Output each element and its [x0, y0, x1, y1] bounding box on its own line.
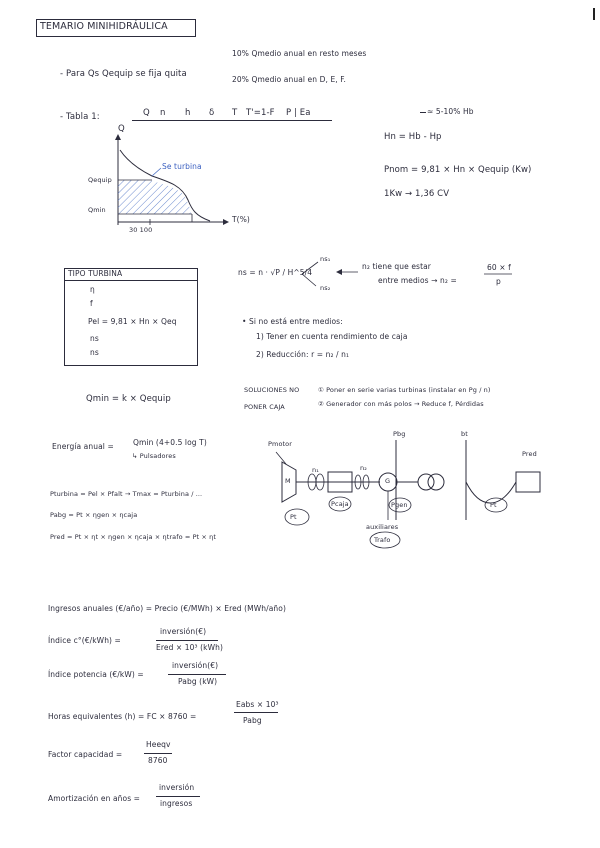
table1-col-7: P | Ea [286, 108, 311, 118]
econ-eq-hours-den: Pabg [243, 716, 262, 725]
power-turbine-eq: Pturbina = Pel × Pfalt → Tmax = Pturbina / ... [50, 490, 203, 498]
econ-power-index-bar [168, 674, 226, 675]
econ-power-index-den: Pabg (kW) [178, 677, 218, 686]
intro-option-1: 10% Qmedio anual en resto meses [232, 49, 367, 58]
table1-col-3: h [185, 108, 191, 118]
econ-eq-hours-num: Eabs × 10³ [236, 700, 279, 709]
ns-branch-bottom: ns₂ [320, 284, 331, 292]
graph-qmin-label: Qmin [88, 206, 106, 214]
table1-col-4: δ [209, 108, 215, 118]
n2-fraction-numerator: 60 × f [487, 263, 511, 272]
econ-income [48, 604, 286, 613]
turbine-box-row-2: f [90, 299, 93, 308]
page-title: TEMARIO MINIHIDRÁULICA [40, 21, 168, 32]
diagram-auxiliary: auxiliares [366, 523, 399, 531]
econ-payback-lhs: Amortización en años = [48, 794, 141, 803]
turbine-box-row-1: η [90, 285, 95, 294]
econ-capacity-den: 8760 [148, 756, 168, 765]
not-between-title: • Si no está entre medios: [242, 317, 343, 326]
hn-equation: Hn = Hb - Hp [384, 132, 442, 142]
econ-payback-bar [156, 796, 200, 797]
turbine-box-row-3: Pel = 9,81 × Hn × Qeq [88, 317, 177, 326]
diagram-m-symbol: M [285, 477, 291, 485]
diagram-pt: Pt [290, 513, 297, 521]
turbine-box-row-4: ns [90, 334, 99, 343]
econ-capacity-bar [144, 753, 172, 754]
energy-label: Energía anual = [52, 442, 114, 451]
diagram-bt: bt [461, 430, 468, 438]
diagram-pmotor: Pmotor [268, 440, 293, 448]
power-gen-eq: Pabg = Pt × ηgen × ηcaja [50, 511, 138, 519]
graph-t-axis: T(%) [232, 215, 250, 224]
ns-branch-top: ns₁ [320, 255, 331, 263]
turbine-box-row-5: ns [90, 348, 99, 357]
hn-note: ≈ 5-10% Hb [427, 107, 474, 116]
econ-cost-index-bar [156, 640, 218, 641]
econ-payback-den: ingresos [160, 799, 193, 808]
econ-income-rhs: Precio (€/MWh) × Ered (MWh/año) [154, 604, 286, 613]
energy-sub: ↳ Pulsadores [132, 452, 176, 460]
econ-payback-num: inversión [159, 783, 195, 792]
solution-2: ② Generador con más polos → Reduce f, Pérdidas [318, 400, 484, 408]
diagram-n2: n₂ [360, 464, 367, 472]
graph-turbine-label: Se turbina [162, 162, 202, 171]
energy-equation: Qmin (4+0.5 log T) [133, 438, 207, 447]
diagram-pgen: Pgen [391, 501, 408, 509]
not-between-item-1: 1) Tener en cuenta rendimiento de caja [256, 332, 408, 341]
econ-power-index-lhs: Índice potencia (€/kW) = [48, 670, 144, 679]
econ-cost-index-lhs: Índice c°(€/kWh) = [48, 636, 121, 645]
econ-cost-index-num: inversión(€) [160, 627, 207, 636]
power-net-eq: Pred = Pt × ηt × ηgen × ηcaja × ηtrafo = Pt × ηt [50, 533, 217, 541]
table1-col-1: Q [143, 108, 150, 118]
diagram-trafo: Trafo [374, 536, 391, 544]
intro-option-2: 20% Qmedio anual en D, E, F. [232, 75, 346, 84]
not-between-item-2: 2) Reducción: r = n₂ / n₁ [256, 350, 350, 359]
diagram-pt-label: Pt [490, 501, 497, 509]
hp-equation: 1Kw → 1,36 CV [384, 189, 450, 199]
turbine-box-header: TIPO TURBINA [68, 269, 123, 278]
econ-cost-index-den: Ered × 10³ (kWh) [156, 643, 223, 652]
diagram-n1: n₁ [312, 466, 319, 474]
n2-note-line-2: entre medios → n₂ = [378, 276, 457, 285]
table1-col-6: T'=1-F [246, 108, 275, 118]
diagram-g-symbol: G [385, 477, 391, 485]
n2-fraction-denominator: p [496, 277, 501, 286]
econ-capacity-num: Heeqv [146, 740, 171, 749]
graph-tick-label: 30 100 [129, 226, 153, 234]
solution-1: ① Poner en serie varias turbinas (instalar en Pg / n) [318, 386, 491, 394]
table1-col-5: T [232, 108, 238, 118]
power-equation: Pnom = 9,81 × Hn × Qequip (Kw) [384, 165, 532, 175]
diagram-pbg: Pbg [393, 430, 406, 438]
econ-capacity-lhs: Factor capacidad = [48, 750, 123, 759]
power-caja-label: PONER CAJA [244, 403, 285, 411]
econ-income-lhs: Ingresos anuales (€/año) = [48, 604, 153, 613]
table1-col-2: n [160, 108, 166, 118]
intro-prefix: - Para Qs Qequip se fija quita [60, 69, 187, 79]
diagram-pcaja: Pcaja [331, 500, 349, 508]
n2-note-line-1: n₂ tiene que estar [362, 262, 431, 271]
graph-q-axis: Q [118, 124, 125, 134]
econ-eq-hours-lhs: Horas equivalentes (h) = FC × 8760 = [48, 712, 197, 721]
specific-speed-eq: ns = n · √P / H^5/4 [238, 268, 313, 277]
qmin-equation: Qmin = k × Qequip [86, 394, 171, 404]
econ-power-index-num: inversión(€) [172, 661, 219, 670]
table1-label: - Tabla 1: [60, 112, 100, 122]
diagram-pred: Pred [522, 450, 537, 458]
solutions-label: SOLUCIONES NO [244, 386, 300, 394]
econ-eq-hours-bar [234, 712, 278, 713]
graph-qequip-label: Qequip [88, 176, 112, 184]
